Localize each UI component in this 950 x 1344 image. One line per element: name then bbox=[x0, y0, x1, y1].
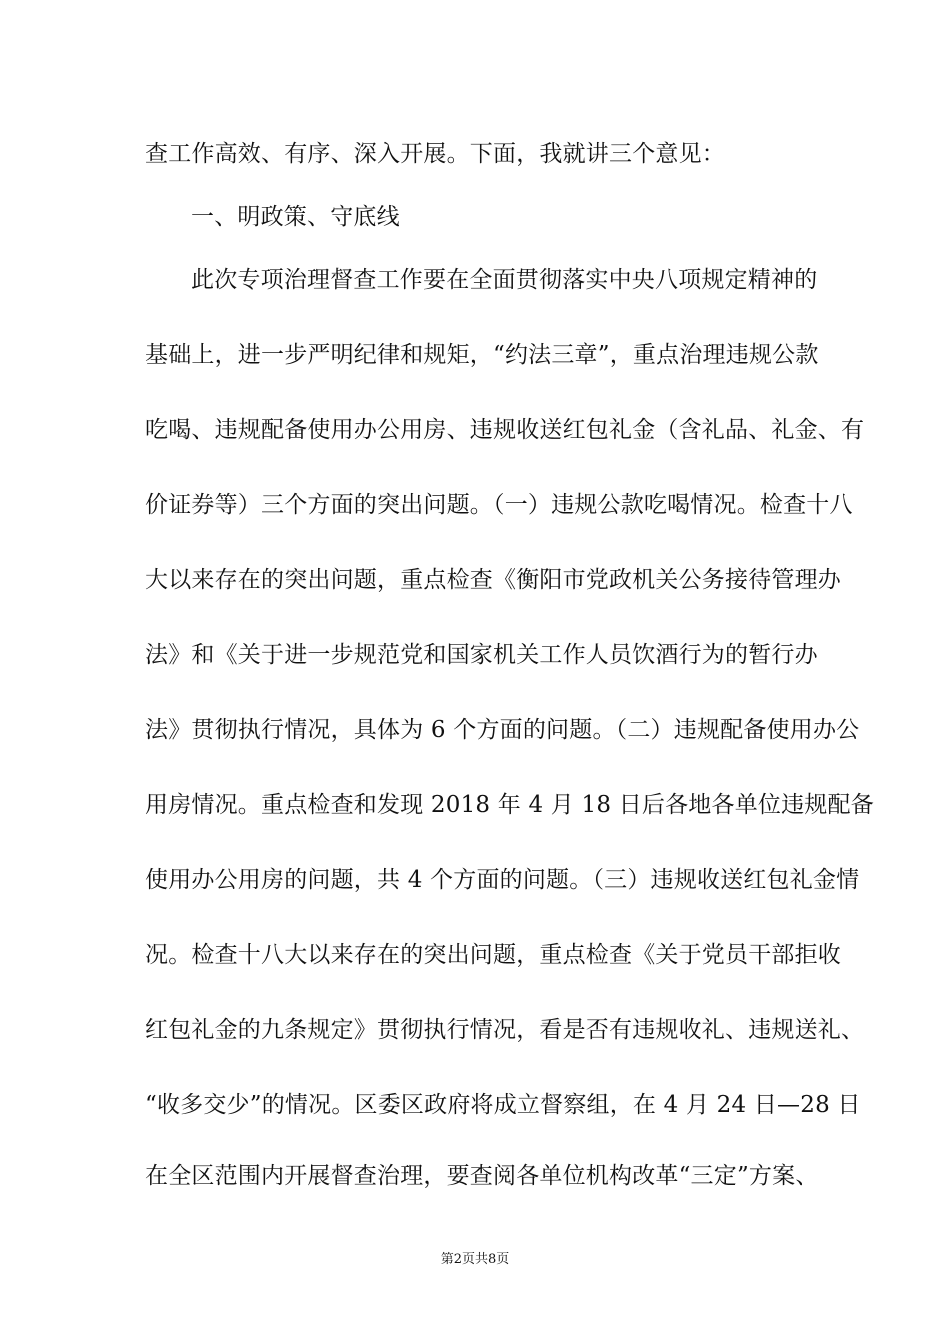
section-heading: 一、明政策、守底线 bbox=[191, 204, 400, 230]
text-line-8: 法》和《关于进一步规范党和国家机关工作人员饮酒行为的暂行办 bbox=[145, 642, 818, 668]
text-line-15: 在全区范围内开展督查治理，要查阅各单位机构改革“三定”方案、 bbox=[145, 1163, 819, 1189]
text-line-10: 用房情况。重点检查和发现 2018 年 4 月 18 日后各地各单位违规配备 bbox=[145, 792, 874, 818]
text-line-4: 基础上，进一步严明纪律和规矩，“约法三章”，重点治理违规公款 bbox=[145, 342, 819, 368]
text-line-6: 价证券等）三个方面的突出问题。（一）违规公款吃喝情况。检查十八 bbox=[145, 492, 853, 518]
text-line-7: 大以来存在的突出问题，重点检查《衡阳市党政机关公务接待管理办 bbox=[145, 567, 841, 593]
text-line-14: “收多交少”的情况。区委区政府将成立督察组，在 4 月 24 日—28 日 bbox=[145, 1092, 861, 1118]
text-line-11: 使用办公用房的问题，共 4 个方面的问题。（三）违规收送红包礼金情 bbox=[145, 867, 860, 893]
text-line-9: 法》贯彻执行情况，具体为 6 个方面的问题。（二）违规配备使用办公 bbox=[145, 717, 860, 743]
text-line-1: 查工作高效、有序、深入开展。下面，我就讲三个意见： bbox=[145, 141, 725, 167]
text-line-5: 吃喝、违规配备使用办公用房、违规收送红包礼金（含礼品、礼金、有 bbox=[145, 417, 865, 443]
text-line-3: 此次专项治理督查工作要在全面贯彻落实中央八项规定精神的 bbox=[191, 267, 818, 293]
text-line-13: 红包礼金的九条规定》贯彻执行情况，看是否有违规收礼、违规送礼、 bbox=[145, 1017, 865, 1043]
text-line-12: 况。检查十八大以来存在的突出问题，重点检查《关于党员干部拒收 bbox=[145, 942, 841, 968]
page-number: 第2页共8页 bbox=[440, 1252, 510, 1267]
